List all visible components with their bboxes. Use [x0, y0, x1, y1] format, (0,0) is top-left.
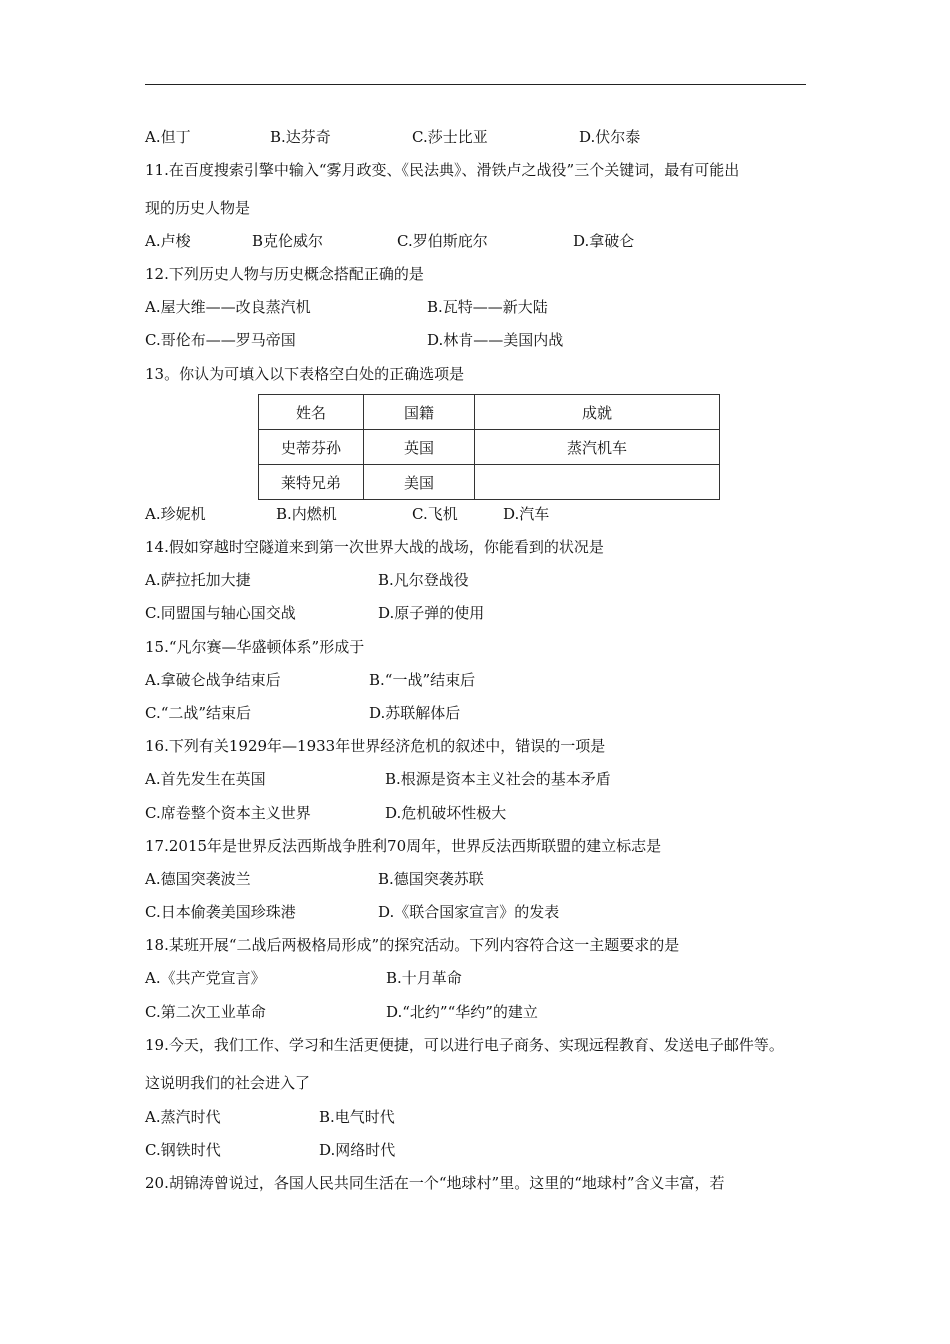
- table-cell: 莱特兄弟: [259, 465, 364, 500]
- table-header-cell: 成就: [475, 395, 720, 430]
- q17-option-b[interactable]: B.德国突袭苏联: [378, 870, 484, 888]
- q11-stem: 11.在百度搜索引擎中输入“雾月政变、《民法典》、滑铁卢之战役”三个关键词，最有可能出: [145, 161, 740, 179]
- q19-options-row2: [145, 1140, 805, 1160]
- q17-stem: 17.2015年是世界反法西斯战争胜利70周年，世界反法西斯联盟的建立标志是: [145, 837, 662, 855]
- q10-option-d[interactable]: D.伏尔泰: [579, 128, 641, 146]
- q18-options-row2: [145, 1002, 805, 1022]
- q14-options-row1: [145, 570, 805, 590]
- q19-option-d[interactable]: D.网络时代: [319, 1141, 396, 1159]
- q13-options: [145, 504, 805, 524]
- q15-option-c[interactable]: C.“二战”结束后: [145, 704, 252, 722]
- q17-option-c[interactable]: C.日本偷袭美国珍珠港: [145, 903, 296, 921]
- table-blank-cell[interactable]: [475, 465, 720, 500]
- q12-stem: 12.下列历史人物与历史概念搭配正确的是: [145, 265, 424, 283]
- table-row: [259, 430, 720, 465]
- table-header-cell: 姓名: [259, 395, 364, 430]
- q16-option-a[interactable]: A.首先发生在英国: [145, 770, 266, 788]
- q11-options: [145, 231, 805, 251]
- q13-table: [258, 394, 720, 500]
- q14-option-a[interactable]: A.萨拉托加大捷: [145, 571, 251, 589]
- q16-option-b[interactable]: B.根源是资本主义社会的基本矛盾: [385, 770, 611, 788]
- q11-option-a[interactable]: A.卢梭: [145, 232, 191, 250]
- q14-option-c[interactable]: C.同盟国与轴心国交战: [145, 604, 296, 622]
- q15-option-a[interactable]: A.拿破仑战争结束后: [145, 671, 281, 689]
- q16-stem: 16.下列有关1929年—1933年世界经济危机的叙述中，错误的一项是: [145, 737, 606, 755]
- q15-option-d[interactable]: D.苏联解体后: [369, 704, 461, 722]
- q18-stem: 18.某班开展“二战后两极格局形成”的探究活动。下列内容符合这一主题要求的是: [145, 936, 680, 954]
- q16-options-row1: [145, 769, 805, 789]
- q10-option-c[interactable]: C.莎士比亚: [412, 128, 488, 146]
- q20-stem: 20.胡锦涛曾说过，各国人民共同生活在一个“地球村”里。这里的“地球村”含义丰富，若: [145, 1174, 725, 1192]
- q15-options-row1: [145, 670, 805, 690]
- q16-option-c[interactable]: C.席卷整个资本主义世界: [145, 804, 311, 822]
- table-header-cell: 国籍: [364, 395, 475, 430]
- q13-option-d[interactable]: D.汽车: [503, 505, 550, 523]
- table-cell: 美国: [364, 465, 475, 500]
- q14-stem: 14.假如穿越时空隧道来到第一次世界大战的战场，你能看到的状况是: [145, 538, 604, 556]
- q18-option-a[interactable]: A.《共产党宣言》: [145, 969, 266, 987]
- q11-option-c[interactable]: C.罗伯斯庇尔: [397, 232, 488, 250]
- q17-options-row1: [145, 869, 805, 889]
- q10-options: [145, 127, 805, 147]
- q19-stem-cont: 这说明我们的社会进入了: [145, 1074, 311, 1092]
- q17-options-row2: [145, 902, 805, 922]
- q10-option-b[interactable]: B.达芬奇: [270, 128, 331, 146]
- q19-option-b[interactable]: B.电气时代: [319, 1108, 395, 1126]
- q16-option-d[interactable]: D.危机破坏性极大: [385, 804, 507, 822]
- q12-options-row1: [145, 297, 805, 317]
- q13-option-c[interactable]: C.飞机: [412, 505, 458, 523]
- q19-option-c[interactable]: C.钢铁时代: [145, 1141, 221, 1159]
- q13-stem: 13。你认为可填入以下表格空白处的正确选项是: [145, 365, 465, 383]
- q12-options-row2: [145, 330, 805, 350]
- table-cell: 英国: [364, 430, 475, 465]
- q11-stem-cont: 现的历史人物是: [145, 199, 251, 217]
- table-cell: 蒸汽机车: [475, 430, 720, 465]
- q11-option-b[interactable]: B克伦威尔: [252, 232, 324, 250]
- q17-option-a[interactable]: A.德国突袭波兰: [145, 870, 251, 888]
- q12-option-b[interactable]: B.瓦特——新大陆: [427, 298, 548, 316]
- q11-option-d[interactable]: D.拿破仑: [573, 232, 635, 250]
- q18-option-c[interactable]: C.第二次工业革命: [145, 1003, 266, 1021]
- q14-option-d[interactable]: D.原子弹的使用: [378, 604, 485, 622]
- table-header-row: [259, 395, 720, 430]
- q12-option-d[interactable]: D.林肯——美国内战: [427, 331, 564, 349]
- q10-option-a[interactable]: A.但丁: [145, 128, 191, 146]
- q19-stem: 19.今天，我们工作、学习和生活更便捷，可以进行电子商务、实现远程教育、发送电子邮件等。: [145, 1036, 784, 1054]
- q15-option-b[interactable]: B.“一战”结束后: [369, 671, 476, 689]
- header-rule: [145, 84, 806, 85]
- q13-option-b[interactable]: B.内燃机: [276, 505, 337, 523]
- table-cell: 史蒂芬孙: [259, 430, 364, 465]
- q17-option-d[interactable]: D.《联合国家宣言》的发表: [378, 903, 560, 921]
- q14-option-b[interactable]: B.凡尔登战役: [378, 571, 469, 589]
- q16-options-row2: [145, 803, 805, 823]
- q15-stem: 15.“凡尔赛—华盛顿体系”形成于: [145, 638, 365, 656]
- q18-option-b[interactable]: B.十月革命: [386, 969, 462, 987]
- q18-option-d[interactable]: D.“北约”“华约”的建立: [386, 1003, 538, 1021]
- q12-option-a[interactable]: A.屋大维——改良蒸汽机: [145, 298, 311, 316]
- q19-options-row1: [145, 1107, 805, 1127]
- q13-option-a[interactable]: A.珍妮机: [145, 505, 206, 523]
- table-row: [259, 465, 720, 500]
- q15-options-row2: [145, 703, 805, 723]
- q14-options-row2: [145, 603, 805, 623]
- q19-option-a[interactable]: A.蒸汽时代: [145, 1108, 221, 1126]
- q18-options-row1: [145, 968, 805, 988]
- q12-option-c[interactable]: C.哥伦布——罗马帝国: [145, 331, 296, 349]
